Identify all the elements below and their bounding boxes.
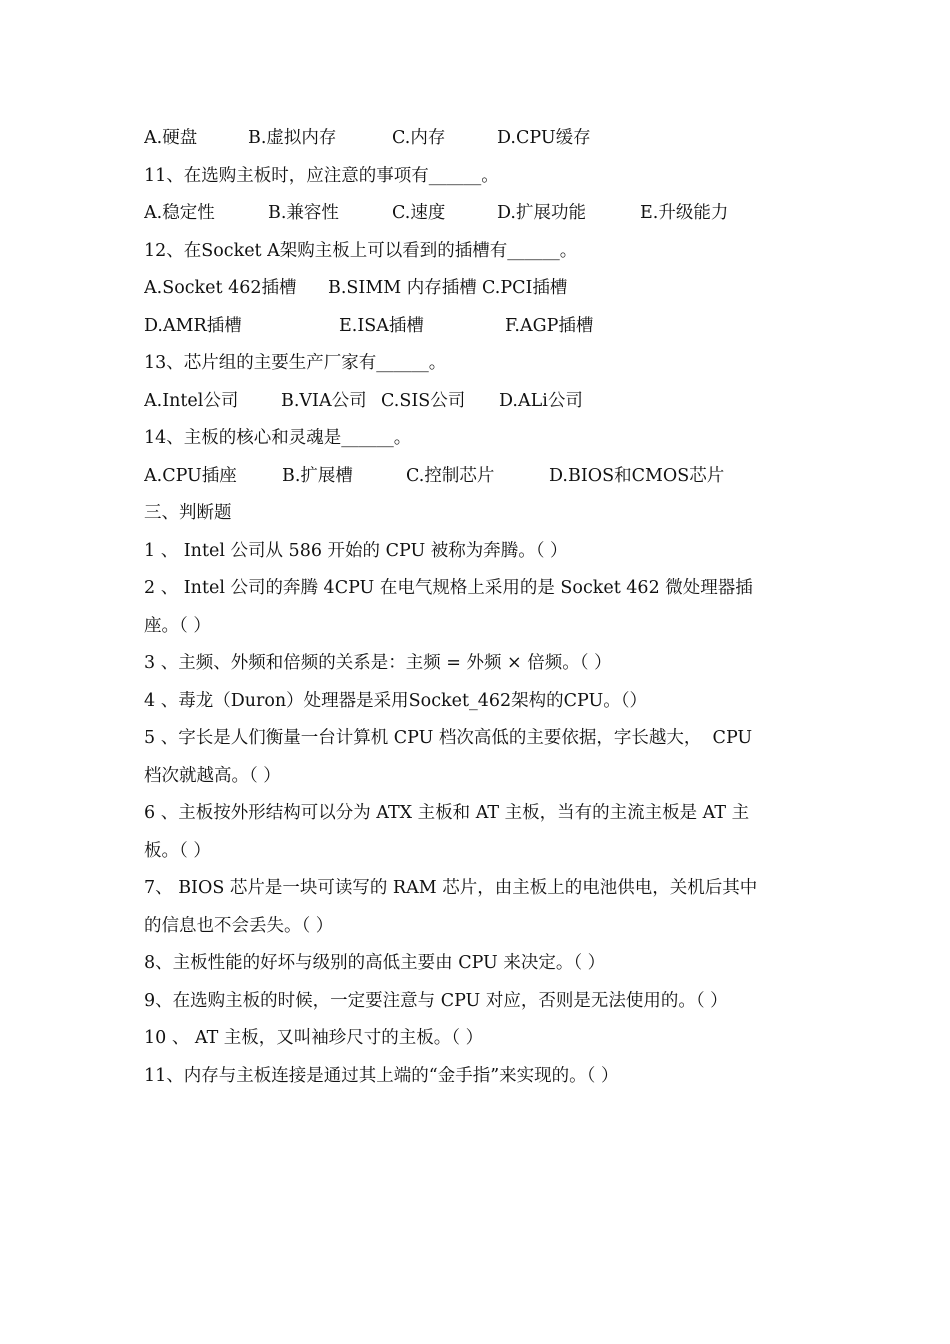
tf-item-6-line-1: 6 、主板按外形结构可以分为 ATX 主板和 AT 主板，当有的主流主板是 AT 主 bbox=[144, 803, 750, 823]
q13-stem: 13、芯片组的主要生产厂家有______。 bbox=[144, 353, 447, 373]
q13-option-a: A.Intel公司 bbox=[144, 390, 239, 411]
q11-option-a: A.稳定性 bbox=[144, 203, 215, 223]
q11-option-e: E.升级能力 bbox=[640, 203, 729, 223]
q12-option-a: A.Socket 462插槽 bbox=[144, 278, 297, 298]
q12-options-row2 bbox=[144, 308, 808, 346]
q12-option-f: F.AGP插槽 bbox=[505, 315, 594, 336]
tf-item-1: 1 、 Intel 公司从 586 开始的 CPU 被称为奔腾。（ ） bbox=[144, 540, 568, 561]
q12-option-d: D.AMR插槽 bbox=[144, 315, 242, 336]
q13-options bbox=[144, 383, 808, 421]
q12-stem: 12、在Socket A架购主板上可以看到的插槽有______。 bbox=[144, 240, 578, 261]
tf-item-6-line-2: 板。（ ） bbox=[144, 840, 211, 861]
tf-item-10: 10 、 AT 主板，又叫袖珍尺寸的主板。（ ） bbox=[144, 1028, 484, 1048]
tf-item-2-line-1: 2 、 Intel 公司的奔腾 4CPU 在电气规格上采用的是 Socket 462 微处理器插 bbox=[144, 578, 753, 598]
tf-item-9: 9、在选购主板的时候，一定要注意与 CPU 对应，否则是无法使用的。（ ） bbox=[144, 990, 728, 1011]
q14-option-a: A.CPU插座 bbox=[144, 465, 237, 486]
q13-option-c: C.SIS公司 bbox=[381, 390, 466, 411]
q11-option-d: D.扩展功能 bbox=[497, 203, 586, 223]
tf-item-3: 3 、主频、外频和倍频的关系是：主频 = 外频 × 倍频。（ ） bbox=[144, 653, 612, 673]
q11-stem: 11、在选购主板时，应注意的事项有______。 bbox=[144, 165, 499, 186]
q14-option-c: C.控制芯片 bbox=[406, 465, 495, 486]
q13-option-b: B.VIA公司 bbox=[281, 390, 367, 411]
q10-options bbox=[144, 120, 808, 158]
q12-options-row1 bbox=[144, 270, 808, 308]
document-body bbox=[144, 120, 808, 1095]
q14-option-d: D.BIOS和CMOS芯片 bbox=[549, 465, 725, 486]
section-title: 三、判断题 bbox=[144, 503, 232, 523]
tf-item-7-line-1: 7、 BIOS 芯片是一块可读写的 RAM 芯片，由主板上的电池供电，关机后其中 bbox=[144, 878, 758, 898]
q14-option-b: B.扩展槽 bbox=[282, 465, 353, 486]
q10-option-b: B.虚拟内存 bbox=[248, 128, 337, 148]
q11-option-b: B.兼容性 bbox=[268, 203, 339, 223]
q12-option-b: B.SIMM 内存插槽 bbox=[328, 278, 477, 298]
tf-item-4: 4 、毒龙（Duron）处理器是采用Socket_462架构的CPU。（） bbox=[144, 690, 647, 711]
tf-item-8: 8、主板性能的好坏与级别的高低主要由 CPU 来决定。（ ） bbox=[144, 953, 606, 973]
q11-option-c: C.速度 bbox=[392, 203, 446, 223]
q12-option-e: E.ISA插槽 bbox=[339, 315, 424, 336]
tf-item-2-line-2: 座。（ ） bbox=[144, 615, 211, 636]
q10-option-a: A.硬盘 bbox=[144, 128, 198, 148]
q13-option-d: D.ALi公司 bbox=[499, 390, 583, 411]
tf-item-5-line-1: 5 、字长是人们衡量一台计算机 CPU 档次高低的主要依据，字长越大， CPU bbox=[144, 728, 753, 748]
q14-options bbox=[144, 458, 808, 496]
q12-option-c: C.PCI插槽 bbox=[482, 278, 568, 298]
tf-item-5-line-2: 档次就越高。（ ） bbox=[144, 765, 281, 786]
q14-stem: 14、主板的核心和灵魂是______。 bbox=[144, 428, 412, 448]
q10-option-d: D.CPU缓存 bbox=[497, 128, 591, 148]
q11-options bbox=[144, 195, 808, 233]
q10-option-c: C.内存 bbox=[392, 128, 446, 148]
tf-item-7-line-2: 的信息也不会丢失。（ ） bbox=[144, 915, 334, 936]
tf-item-11: 11、内存与主板连接是通过其上端的“金手指”来实现的。（ ） bbox=[144, 1065, 619, 1086]
